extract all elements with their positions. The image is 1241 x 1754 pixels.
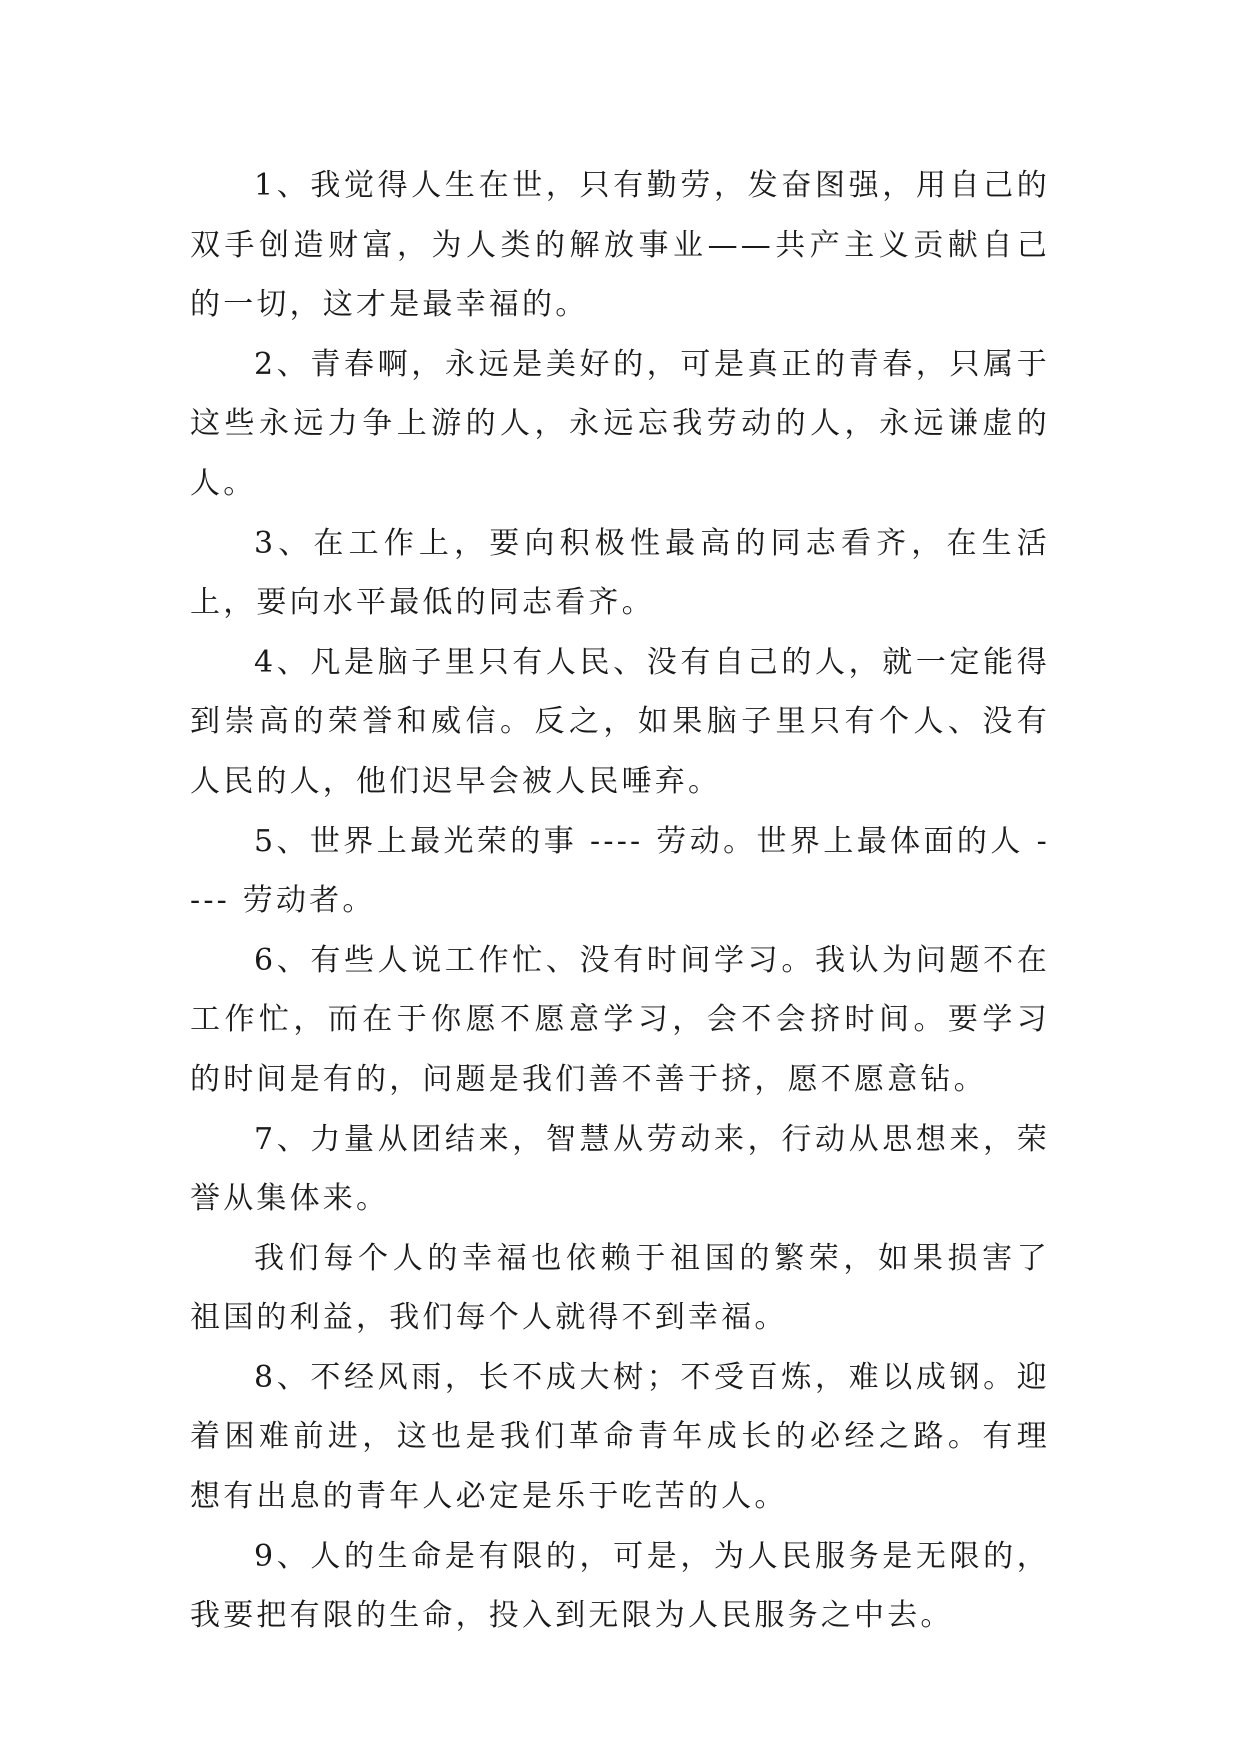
paragraph-7: 7、力量从团结来，智慧从劳动来，行动从思想来，荣誉从集体来。	[190, 1121, 1050, 1217]
document-body	[190, 156, 1050, 1646]
paragraph-4: 4、凡是脑子里只有人民、没有自己的人，就一定能得到崇高的荣誉和威信。反之，如果脑子里只有个人、没有人民的人，他们迟早会被人民唾弃。	[190, 644, 1050, 799]
paragraph-7-continued: 我们每个人的幸福也依赖于祖国的繁荣，如果损害了祖国的利益，我们每个人就得不到幸福。	[190, 1240, 1050, 1336]
paragraph-5: 5、世界上最光荣的事 ---- 劳动。世界上最体面的人 ---- 劳动者。	[190, 823, 1050, 919]
paragraph-3: 3、在工作上，要向积极性最高的同志看齐，在生活上，要向水平最低的同志看齐。	[190, 525, 1050, 621]
paragraph-2: 2、青春啊，永远是美好的，可是真正的青春，只属于这些永远力争上游的人，永远忘我劳动的人，永远谦虚的人。	[190, 346, 1050, 501]
paragraph-1: 1、我觉得人生在世，只有勤劳，发奋图强，用自己的双手创造财富，为人类的解放事业——共产主义贡献自己的一切，这才是最幸福的。	[190, 168, 1050, 323]
paragraph-9: 9、人的生命是有限的，可是，为人民服务是无限的，我要把有限的生命，投入到无限为人民服务之中去。	[190, 1538, 1050, 1634]
paragraph-8: 8、不经风雨，长不成大树；不受百炼，难以成钢。迎着困难前进，这也是我们革命青年成长的必经之路。有理想有出息的青年人必定是乐于吃苦的人。	[190, 1359, 1050, 1515]
paragraph-6: 6、有些人说工作忙、没有时间学习。我认为问题不在工作忙，而在于你愿不愿意学习，会不会挤时间。要学习的时间是有的，问题是我们善不善于挤，愿不愿意钻。	[190, 942, 1050, 1097]
